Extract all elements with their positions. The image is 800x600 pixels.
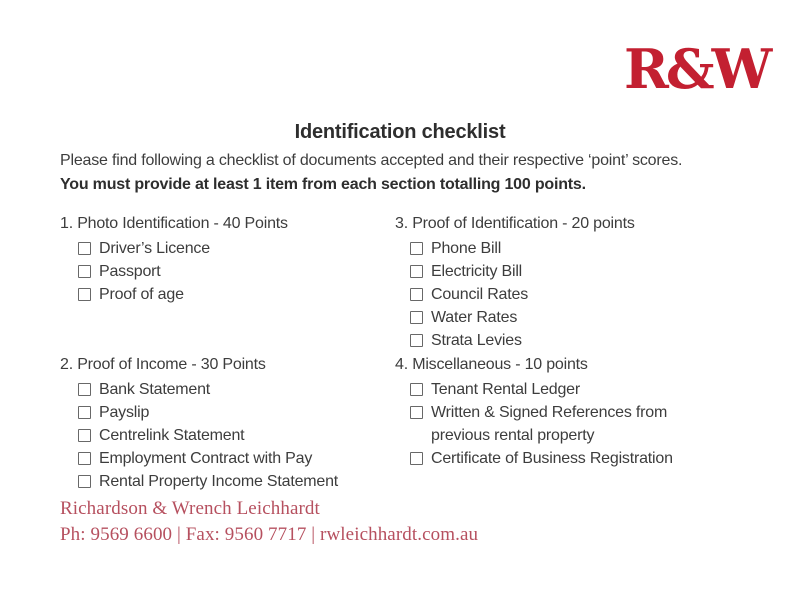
checkbox[interactable] <box>410 242 423 255</box>
checkbox[interactable] <box>410 265 423 278</box>
checkbox[interactable] <box>78 383 91 396</box>
checklist-item-label: Centrelink Statement <box>99 427 245 444</box>
checkbox[interactable] <box>78 475 91 488</box>
checklist-item <box>395 237 770 260</box>
checkbox[interactable] <box>410 311 423 324</box>
checklist-item-label: Driver’s Licence <box>99 240 210 257</box>
checklist-item <box>60 260 395 283</box>
checkbox[interactable] <box>78 265 91 278</box>
checklist-item-label: Council Rates <box>431 286 529 303</box>
checklist-item-label: Strata Levies <box>431 332 522 349</box>
checklist-item-label: Bank Statement <box>99 381 211 398</box>
checklist-item <box>395 283 770 306</box>
section-proof-of-income <box>60 354 395 493</box>
intro <box>60 149 770 197</box>
section-photo-identification <box>60 213 395 306</box>
checklist-item <box>395 329 770 352</box>
agency-name: Richardson & Wrench Leichhardt <box>60 498 320 519</box>
intro-requirement: You must provide at least 1 item from each section totalling 100 points. <box>60 176 586 193</box>
footer <box>60 496 478 548</box>
page-title: Identification checklist <box>294 121 506 143</box>
checkbox[interactable] <box>410 383 423 396</box>
checkbox[interactable] <box>78 452 91 465</box>
rw-logo: R&W <box>624 37 770 101</box>
checklist-item-label: Written & Signed References from previous rental property <box>431 404 668 444</box>
section-proof-of-identification <box>395 213 770 352</box>
section-heading: 1. Photo Identification - 40 Points <box>60 215 288 232</box>
checklist-item <box>60 283 395 306</box>
checklist-item-label: Water Rates <box>431 309 518 326</box>
checklist-item-label: Rental Property Income Statement <box>99 473 339 490</box>
checklist-item <box>60 470 395 493</box>
checklist-item <box>395 447 770 470</box>
checklist-item <box>395 306 770 329</box>
intro-text: Please find following a checklist of documents accepted and their respective ‘point’ scores. <box>60 152 683 169</box>
section-heading: 3. Proof of Identification - 20 points <box>395 215 635 232</box>
checklist-item-label: Payslip <box>99 404 150 421</box>
checklist-item-label: Phone Bill <box>431 240 502 257</box>
checklist-item-label: Tenant Rental Ledger <box>431 381 581 398</box>
checklist-item <box>60 237 395 260</box>
agency-contact-info: Ph: 9569 6600 | Fax: 9560 7717 | rwleichhardt.com.au <box>60 524 479 545</box>
checklist-item <box>60 424 395 447</box>
section-miscellaneous <box>395 354 770 470</box>
checklist-item <box>395 260 770 283</box>
checkbox[interactable] <box>410 288 423 301</box>
checklist-item-label: Electricity Bill <box>431 263 523 280</box>
sections-row-1 <box>60 213 770 352</box>
sections-row-2 <box>60 354 770 493</box>
checklist-item-label: Proof of age <box>99 286 184 303</box>
checkbox[interactable] <box>78 429 91 442</box>
checklist-item <box>60 447 395 470</box>
section-heading: 2. Proof of Income - 30 Points <box>60 356 266 373</box>
checklist-item <box>395 378 770 401</box>
section-heading: 4. Miscellaneous - 10 points <box>395 356 588 373</box>
checkbox[interactable] <box>78 288 91 301</box>
checklist-item-label: Employment Contract with Pay <box>99 450 313 467</box>
checklist-item-label: Certificate of Business Registration <box>431 450 673 467</box>
checkbox[interactable] <box>78 406 91 419</box>
checklist-item <box>60 401 395 424</box>
checklist-item <box>395 401 770 447</box>
checkbox[interactable] <box>410 452 423 465</box>
checklist-item-label: Passport <box>99 263 161 280</box>
checkbox[interactable] <box>410 406 423 419</box>
checkbox[interactable] <box>410 334 423 347</box>
checkbox[interactable] <box>78 242 91 255</box>
checklist-item <box>60 378 395 401</box>
